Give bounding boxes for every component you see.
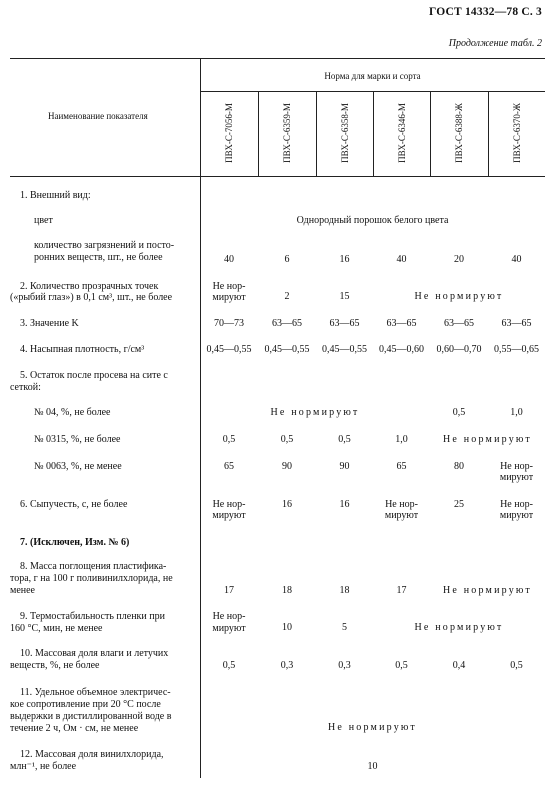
cell-value: 0,3 (338, 660, 351, 671)
row-label: 10. Массовая доля влаги и летучих (20, 648, 169, 659)
cell-value: 0,5 (452, 407, 466, 418)
cell-value: 0,5 (338, 434, 351, 445)
row-label: 4. Насыпная плотность, г/см³ (20, 344, 145, 355)
cell-value: 65 (224, 461, 234, 472)
row-label: 8. Масса поглощения пластифика- (20, 561, 167, 572)
grade-divider (430, 91, 431, 177)
cell-value: 16 (282, 499, 292, 510)
cell-value: мируют (212, 292, 246, 303)
cell-value: 0,5 (510, 660, 523, 671)
cell-value: 40 (224, 254, 234, 265)
row-label: млн⁻¹, не более (10, 761, 77, 772)
cell-value: 15 (339, 291, 350, 302)
row-label: 160 °С, мин, не менее (10, 623, 103, 634)
cell-value: 40 (396, 254, 407, 265)
cell-value: 5 (342, 622, 347, 633)
row-label: («рыбий глаз») в 0,1 см³, шт., не более (10, 292, 173, 303)
grade-header: ПВХ-С-6370-Ж (512, 103, 522, 163)
row-label: кое сопротивление при 20 °С после (10, 699, 161, 710)
cell-value: 0,45—0,55 (206, 344, 252, 355)
cell-value: 63—65 (444, 318, 474, 329)
cell-value: 0,5 (395, 660, 408, 671)
row-label: тора, г на 100 г поливинилхлорида, не (10, 573, 173, 584)
cell-value: 70—73 (214, 318, 244, 329)
cell-value: мируют (212, 623, 246, 634)
cell-value: 16 (339, 254, 350, 265)
row-label: течение 2 ч, Ом · см, не менее (10, 723, 139, 734)
row-label: сеткой: (10, 382, 41, 393)
cell-value: 63—65 (329, 318, 360, 329)
cell-value: Не нормируют (442, 585, 533, 596)
cell-value: 90 (339, 461, 350, 472)
cell-value: Не нор- (212, 499, 246, 510)
cell-value: мируют (499, 472, 534, 483)
cell-value: 0,45—0,55 (322, 344, 367, 355)
cell-value: 63—65 (501, 318, 532, 329)
cell-value: Не нор- (385, 499, 418, 510)
cell-value: 90 (282, 461, 292, 472)
table-header-bottom-border (10, 176, 545, 177)
cell-value: 0,5 (280, 434, 294, 445)
row-label: 3. Значение K (20, 318, 79, 329)
row-label: 12. Массовая доля винилхлорида, (20, 749, 164, 760)
row-label: 6. Сыпучесть, с, не более (20, 499, 128, 510)
cell-value: Не нормируют (270, 407, 360, 418)
cell-value: 63—65 (272, 318, 302, 329)
grade-header: ПВХ-С-6358-М (340, 103, 350, 163)
cell-value: 1,0 (395, 434, 408, 445)
cell-value: 16 (339, 499, 350, 510)
cell-value: 0,3 (280, 660, 294, 671)
cell-value: мируют (384, 510, 419, 521)
row-label: № 0063, %, не менее (34, 461, 122, 472)
cell-value: 65 (396, 461, 407, 472)
cell-value: 10 (282, 622, 292, 633)
cell-value: 1,0 (510, 407, 523, 418)
cell-value: Не нор- (212, 281, 246, 292)
grade-header: ПВХ-С-6346-М (397, 103, 407, 163)
document-code: ГОСТ 14332—78 С. 3 (429, 6, 542, 18)
cell-value: 0,5 (222, 434, 236, 445)
row-label: № 04, %, не более (34, 407, 111, 418)
column-header-indicator: Наименование показателя (48, 111, 148, 121)
cell-value: Не нормируют (414, 622, 504, 633)
cell-value: мируют (212, 510, 246, 521)
cell-value: 0,45—0,55 (264, 344, 310, 355)
cell-value: Не нор- (212, 611, 246, 622)
row-label: веществ, %, не более (10, 660, 100, 671)
row-label: количество загрязнений и посто- (34, 240, 175, 251)
row-label: 7. (Исключен, Изм. № 6) (20, 537, 130, 548)
row-label: 9. Термостабильность пленки при (20, 611, 165, 622)
grade-header: ПВХ-С-6388-Ж (454, 103, 464, 163)
cell-value: 63—65 (386, 318, 417, 329)
cell-value: Не нор- (500, 461, 533, 472)
column-header-norm: Норма для марки и сорта (324, 71, 421, 81)
grade-header: ПВХ-С-6359-М (282, 103, 292, 163)
cell-value: Не нормируют (327, 722, 418, 733)
cell-value: 18 (339, 585, 350, 596)
row-value: Однородный порошок белого цвета (296, 215, 449, 226)
grade-divider (488, 91, 489, 177)
cell-value: 10 (367, 761, 378, 772)
cell-value: 0,4 (452, 660, 466, 671)
cell-value: 25 (454, 499, 464, 510)
row-label: менее (10, 585, 35, 596)
row-label: цвет (34, 215, 53, 226)
cell-value: 40 (511, 254, 522, 265)
row-label: № 0315, %, не более (34, 434, 121, 445)
row-label: ронних веществ, шт., не более (34, 252, 163, 263)
cell-value: 0,60—0,70 (436, 344, 482, 355)
grade-divider (373, 91, 374, 177)
cell-value: 18 (282, 585, 292, 596)
table-continuation-note: Продолжение табл. 2 (448, 38, 542, 49)
cell-value: 0,45—0,60 (379, 344, 424, 355)
cell-value: Не нор- (500, 499, 533, 510)
cell-value: Не нормируют (414, 291, 504, 302)
row-label: 5. Остаток после просева на сите с (20, 370, 168, 381)
cell-value: 0,55—0,65 (494, 344, 539, 355)
cell-value: 17 (396, 585, 407, 596)
row-label: 1. Внешний вид: (20, 190, 91, 201)
grade-divider (316, 91, 317, 177)
cell-value: 0,5 (222, 660, 236, 671)
row-label: 2. Количество прозрачных точек (20, 281, 159, 292)
grade-header: ПВХ-С-7056-М (224, 103, 234, 163)
cell-value: 80 (454, 461, 464, 472)
cell-value: Не нормируют (442, 434, 533, 445)
cell-value: 2 (284, 291, 290, 302)
grade-divider (258, 91, 259, 177)
row-label: 11. Удельное объемное электричес- (20, 687, 171, 698)
row-label: выдержки в дистиллированной воде в (10, 711, 172, 722)
cell-value: мируют (499, 510, 534, 521)
cell-value: 20 (454, 254, 464, 265)
cell-value: 17 (224, 585, 234, 596)
cell-value: 6 (284, 254, 290, 265)
table-top-border (10, 58, 545, 59)
